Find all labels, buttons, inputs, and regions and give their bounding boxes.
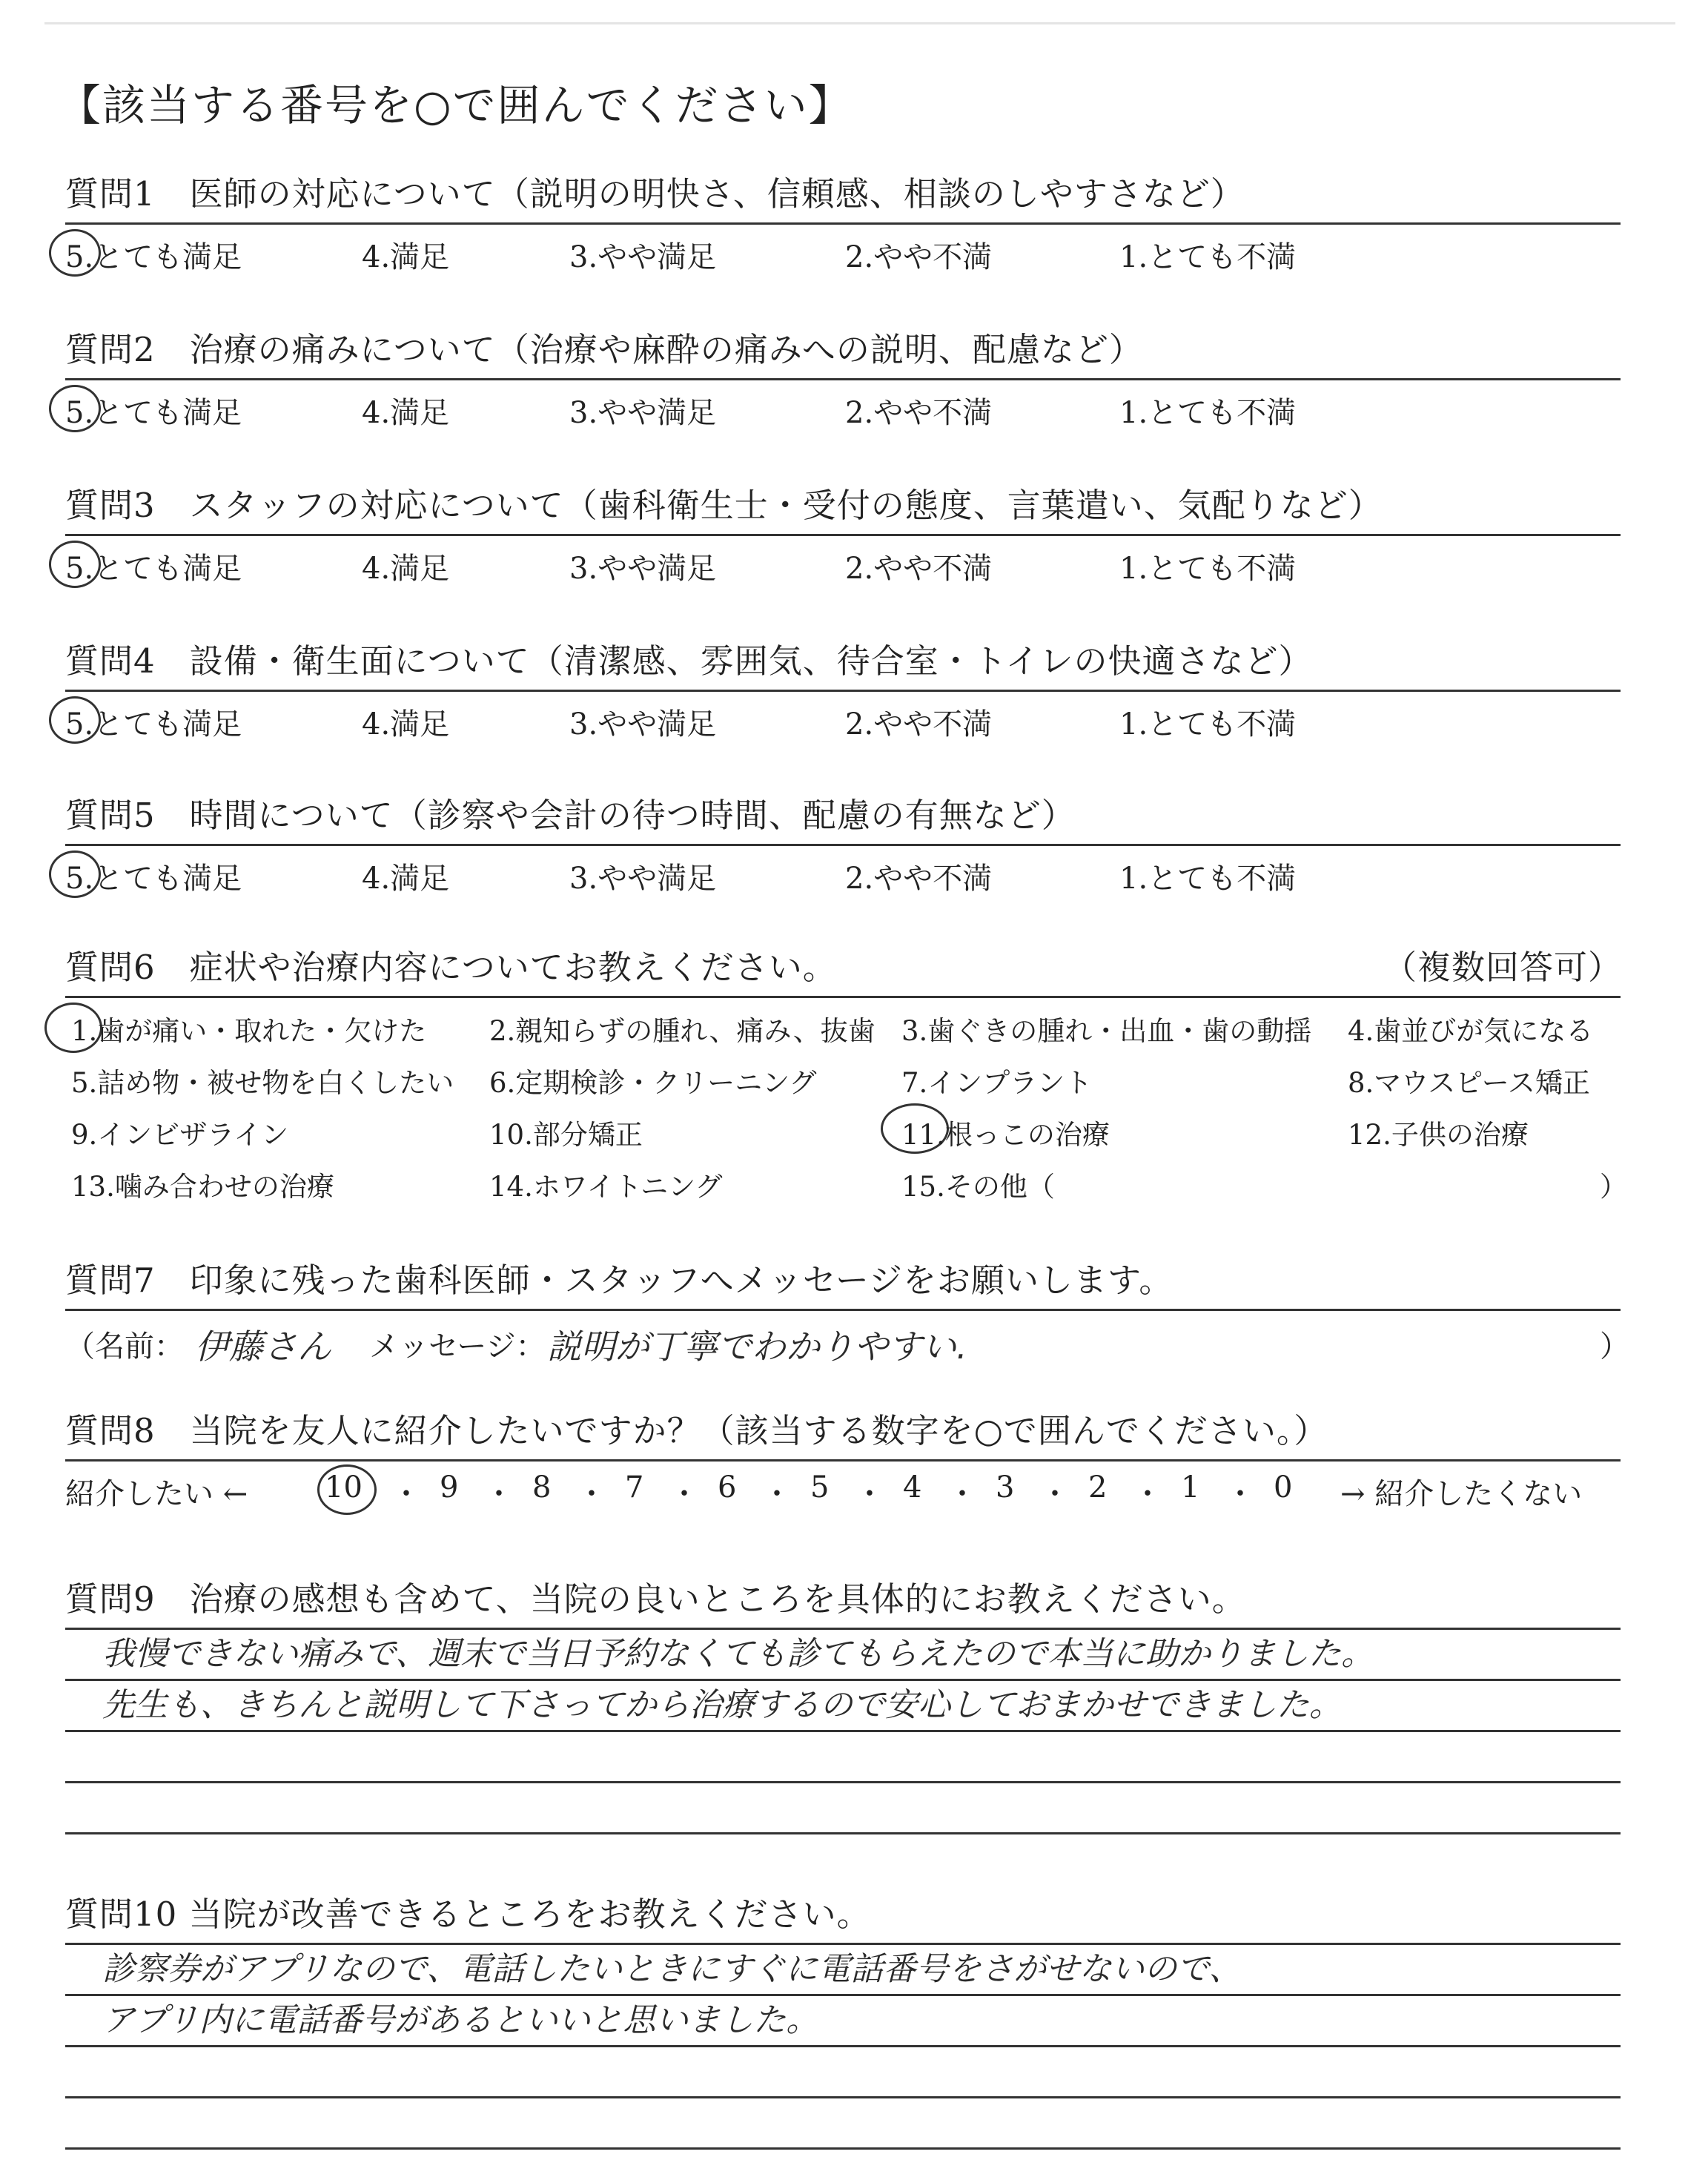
answer-line[interactable] — [65, 1681, 1621, 1732]
divider — [65, 1459, 1621, 1462]
close-paren: ） — [1600, 1330, 1629, 1364]
message-value[interactable]: 説明が丁寧でわかりやすい. — [547, 1327, 967, 1367]
option-4[interactable]: 4.満足 — [362, 707, 450, 742]
name-label: （名前： — [65, 1330, 184, 1364]
option-3[interactable]: 3.やや満足 — [569, 862, 717, 896]
symptom-option-5[interactable]: 5.詰め物・被せ物を白くしたい — [71, 1067, 454, 1099]
top-border — [44, 22, 1675, 24]
question-2 — [65, 323, 1622, 434]
question-title: 質問9 治療の感想も含めて、当院の良いところを具体的にお教えください。 — [65, 1579, 1246, 1619]
question-6 — [65, 940, 1627, 1231]
option-3[interactable]: 3.やや満足 — [569, 552, 717, 586]
scale-dot: ・ — [1133, 1477, 1162, 1511]
option-5[interactable]: 5.とても満足 — [65, 707, 242, 742]
symptom-option-1[interactable]: 1.歯が痛い・取れた・欠けた — [71, 1015, 427, 1047]
scale-4[interactable]: 4 — [903, 1470, 922, 1505]
answer-line[interactable] — [65, 1996, 1621, 2047]
option-2[interactable]: 2.やや不満 — [845, 707, 993, 742]
question-title: 質問3 スタッフの対応について（歯科衛生士・受付の態度、言葉遣い、気配りなど） — [65, 486, 1383, 525]
option-5[interactable]: 5.とても満足 — [65, 862, 242, 896]
divider — [65, 534, 1621, 536]
scale-9[interactable]: 9 — [440, 1470, 459, 1505]
scale-1[interactable]: 1 — [1181, 1470, 1200, 1505]
scale-8[interactable]: 8 — [532, 1470, 552, 1505]
scale-dot: ・ — [391, 1477, 421, 1511]
option-1[interactable]: 1.とても不満 — [1119, 707, 1297, 742]
symptom-options — [65, 1008, 1627, 1231]
scale-right-label: → 紹介したくない — [1340, 1477, 1583, 1511]
answer-line[interactable] — [65, 1945, 1621, 1996]
answer-line[interactable] — [65, 2098, 1621, 2150]
rating-options — [65, 701, 1622, 745]
symptom-option-3[interactable]: 3.歯ぐきの腫れ・出血・歯の動揺 — [901, 1015, 1312, 1047]
symptom-option-14[interactable]: 14.ホワイトニング — [489, 1171, 723, 1203]
answer-text: 我慢できない痛みで、週末で当日予約なくても診てもらえたので本当に助かりました。 — [102, 1635, 1374, 1673]
message-line — [65, 1320, 1629, 1367]
symptom-option-2[interactable]: 2.親知らずの腫れ、痛み、抜歯 — [489, 1015, 875, 1047]
question-title: 質問5 時間について（診察や会計の待つ時間、配慮の有無など） — [65, 796, 1076, 835]
question-title: 質問1 医師の対応について（説明の明快さ、信頼感、相談のしやすさなど） — [65, 174, 1245, 214]
divider — [65, 1309, 1621, 1311]
scale-3[interactable]: 3 — [996, 1470, 1015, 1505]
recommend-scale — [65, 1470, 1622, 1518]
scale-dot: ・ — [947, 1477, 977, 1511]
scale-5[interactable]: 5 — [810, 1470, 830, 1505]
option-1[interactable]: 1.とても不満 — [1119, 862, 1297, 896]
answer-line[interactable] — [65, 1783, 1621, 1834]
scale-dot: ・ — [484, 1477, 514, 1511]
instruction-header: 【該当する番号を○で囲んでください】 — [58, 80, 853, 131]
question-8 — [65, 1404, 1622, 1518]
question-5 — [65, 788, 1622, 899]
option-1[interactable]: 1.とても不満 — [1119, 396, 1297, 430]
rating-options — [65, 234, 1622, 278]
option-2[interactable]: 2.やや不満 — [845, 862, 993, 896]
other-close-paren: ） — [1600, 1171, 1627, 1203]
option-3[interactable]: 3.やや満足 — [569, 396, 717, 430]
scale-dot: ・ — [855, 1477, 884, 1511]
question-9 — [65, 1572, 1622, 1834]
answer-line[interactable] — [65, 2047, 1621, 2098]
symptom-option-6[interactable]: 6.定期検診・クリーニング — [489, 1067, 817, 1099]
symptom-option-8[interactable]: 8.マウスピース矯正 — [1348, 1067, 1590, 1099]
scale-7[interactable]: 7 — [625, 1470, 644, 1505]
option-3[interactable]: 3.やや満足 — [569, 240, 717, 274]
scale-dot: ・ — [762, 1477, 792, 1511]
option-4[interactable]: 4.満足 — [362, 552, 450, 586]
question-3 — [65, 478, 1622, 589]
option-5[interactable]: 5.とても満足 — [65, 240, 242, 274]
scale-6[interactable]: 6 — [718, 1470, 737, 1505]
option-2[interactable]: 2.やや不満 — [845, 552, 993, 586]
question-title: 質問10 当院が改善できるところをお教えください。 — [65, 1895, 871, 1934]
message-label: メッセージ： — [369, 1330, 546, 1364]
symptom-option-15[interactable]: 15.その他（ — [901, 1171, 1055, 1203]
symptom-option-9[interactable]: 9.インビザライン — [71, 1119, 289, 1151]
scale-dot: ・ — [577, 1477, 606, 1511]
scale-dot: ・ — [1040, 1477, 1070, 1511]
rating-options — [65, 855, 1622, 899]
rating-options — [65, 545, 1622, 589]
scale-0[interactable]: 0 — [1274, 1470, 1293, 1505]
option-2[interactable]: 2.やや不満 — [845, 396, 993, 430]
scale-10[interactable]: 10 — [325, 1470, 363, 1505]
divider — [65, 690, 1621, 692]
question-title: 質問6 症状や治療内容についてお教えください。 — [65, 948, 837, 987]
symptom-option-12[interactable]: 12.子供の治療 — [1348, 1119, 1529, 1151]
symptom-option-11[interactable]: 11.根っこの治療 — [901, 1119, 1110, 1151]
name-value[interactable]: 伊藤さん — [195, 1327, 331, 1367]
question-4 — [65, 634, 1622, 745]
question-title: 質問8 当院を友人に紹介したいですか？（該当する数字を○で囲んでください。） — [65, 1411, 1328, 1450]
question-title: 質問2 治療の痛みについて（治療や麻酔の痛みへの説明、配慮など） — [65, 330, 1143, 369]
question-7 — [65, 1253, 1629, 1367]
multiple-answer-note: （複数回答可） — [1383, 948, 1622, 987]
symptom-option-7[interactable]: 7.インプラント — [901, 1067, 1093, 1099]
divider — [65, 222, 1621, 225]
scale-left-label: 紹介したい ← — [65, 1477, 248, 1511]
divider — [65, 844, 1621, 846]
question-10 — [65, 1887, 1622, 2150]
option-4[interactable]: 4.満足 — [362, 862, 450, 896]
answer-line[interactable] — [65, 1630, 1621, 1681]
divider — [65, 996, 1621, 998]
scale-2[interactable]: 2 — [1088, 1470, 1108, 1505]
divider — [65, 378, 1621, 380]
symptom-option-10[interactable]: 10.部分矯正 — [489, 1119, 643, 1151]
answer-text: アプリ内に電話番号があるといいと思いました。 — [102, 2001, 819, 2039]
scale-dot: ・ — [1225, 1477, 1255, 1511]
question-title: 質問4 設備・衛生面について（清潔感、雰囲気、待合室・トイレの快適さなど） — [65, 641, 1313, 681]
option-4[interactable]: 4.満足 — [362, 396, 450, 430]
rating-options — [65, 389, 1622, 434]
symptom-option-4[interactable]: 4.歯並びが気になる — [1348, 1015, 1594, 1047]
option-1[interactable]: 1.とても不満 — [1119, 552, 1297, 586]
option-4[interactable]: 4.満足 — [362, 240, 450, 274]
option-2[interactable]: 2.やや不満 — [845, 240, 993, 274]
question-1 — [65, 167, 1622, 278]
option-5[interactable]: 5.とても満足 — [65, 552, 242, 586]
symptom-option-13[interactable]: 13.噛み合わせの治療 — [71, 1171, 334, 1203]
answer-text: 先生も、きちんと説明して下さってから治療するので安心しておまかせできました。 — [102, 1686, 1342, 1724]
answer-text: 診察券がアプリなので、電話したいときにすぐに電話番号をさがせないので、 — [102, 1950, 1242, 1988]
option-5[interactable]: 5.とても満足 — [65, 396, 242, 430]
question-title: 質問7 印象に残った歯科医師・スタッフへメッセージをお願いします。 — [65, 1261, 1174, 1300]
option-3[interactable]: 3.やや満足 — [569, 707, 717, 742]
option-1[interactable]: 1.とても不満 — [1119, 240, 1297, 274]
scale-dot: ・ — [669, 1477, 699, 1511]
answer-line[interactable] — [65, 1732, 1621, 1783]
